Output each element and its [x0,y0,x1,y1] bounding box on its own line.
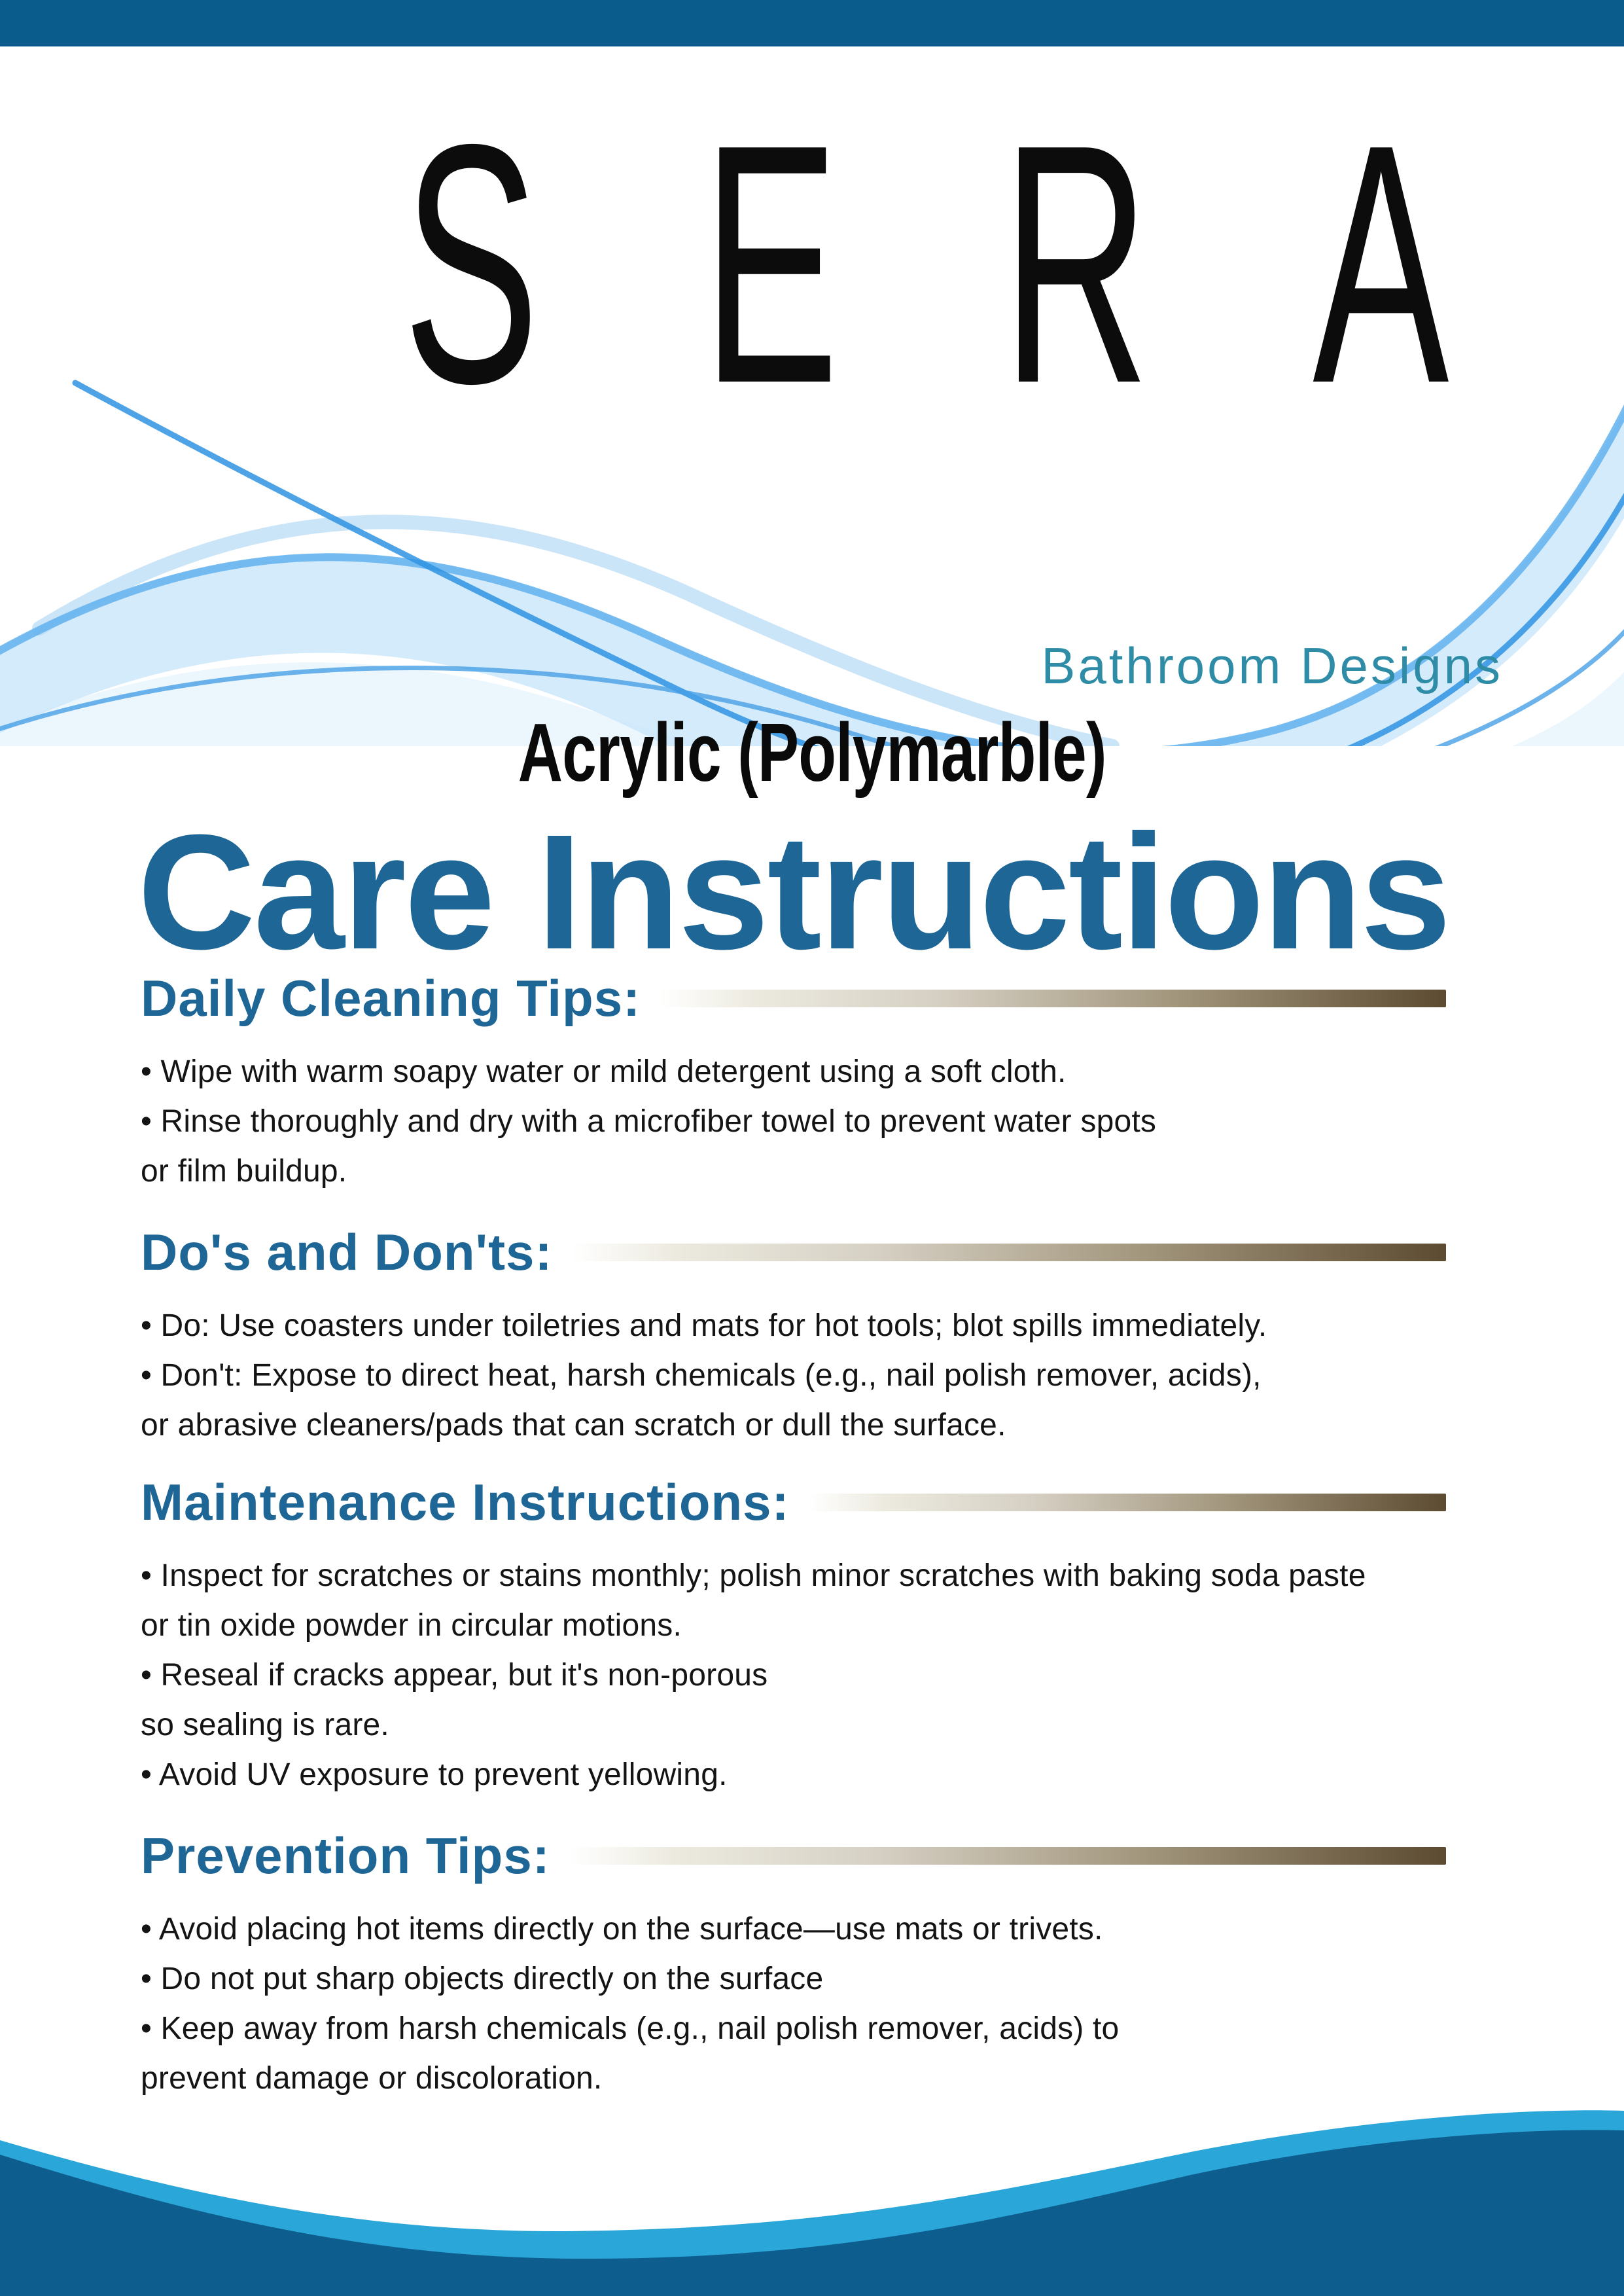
section-heading-row [141,969,1446,1028]
care-section [141,969,1580,1196]
care-instruction-line: • Rinse thoroughly and dry with a microfiber towel to prevent water spots [141,1104,1157,1139]
section-lines [141,1551,1580,1800]
care-instruction-line: • Keep away from harsh chemicals (e.g., nail polish remover, acids) to [141,2011,1120,2046]
section-heading: Daily Cleaning Tips: [141,969,641,1027]
top-accent-bar [0,0,1624,46]
care-instruction-line: • Avoid placing hot items directly on the surface—use mats or trivets. [141,1912,1103,1946]
care-instruction-line: or film buildup. [141,1154,347,1189]
section-lines [141,1047,1580,1196]
section-heading-rule [809,1494,1446,1511]
section-lines [141,1905,1580,2104]
section-heading: Do's and Don'ts: [141,1223,553,1281]
section-heading-row [141,1473,1446,1532]
brand-tagline: Bathroom Designs [1041,637,1503,694]
brand-logo [0,74,1624,454]
care-section [141,1473,1580,1800]
section-heading-rule [570,1847,1446,1865]
care-section [141,1826,1580,2104]
section-heading-row [141,1826,1446,1885]
care-instruction-line: • Do: Use coasters under toiletries and mats for hot tools; blot spills immediately. [141,1308,1267,1343]
care-instruction-line: or abrasive cleaners/pads that can scratch or dull the surface. [141,1408,1006,1443]
care-instruction-line: • Inspect for scratches or stains monthly; polish minor scratches with baking soda paste [141,1558,1366,1593]
section-heading-row [141,1223,1446,1282]
care-instruction-line: • Reseal if cracks appear, but it's non-porous [141,1658,768,1693]
section-heading: Maintenance Instructions: [141,1473,790,1531]
section-heading: Prevention Tips: [141,1827,550,1884]
section-heading-rule [660,990,1446,1007]
section-heading-rule [572,1244,1446,1261]
care-instruction-line: • Wipe with warm soapy water or mild detergent using a soft cloth. [141,1054,1067,1089]
product-subtitle-wrap [0,706,1624,800]
page-title: Care Instructions [137,800,1450,983]
care-instruction-line: • Don't: Expose to direct heat, harsh chemicals (e.g., nail polish remover, acids), [141,1358,1262,1393]
brand-logo-text: SERA [403,74,1613,454]
care-instruction-line: • Do not put sharp objects directly on the surface [141,1962,824,1996]
product-subtitle: Acrylic (Polymarble) [518,706,1106,798]
section-lines [141,1301,1580,1450]
care-instruction-line: prevent damage or discoloration. [141,2061,603,2096]
care-instruction-line: so sealing is rare. [141,1708,389,1742]
care-section [141,1223,1580,1450]
care-instruction-line: • Avoid UV exposure to prevent yellowing. [141,1757,728,1792]
care-instruction-line: or tin oxide powder in circular motions. [141,1608,682,1643]
